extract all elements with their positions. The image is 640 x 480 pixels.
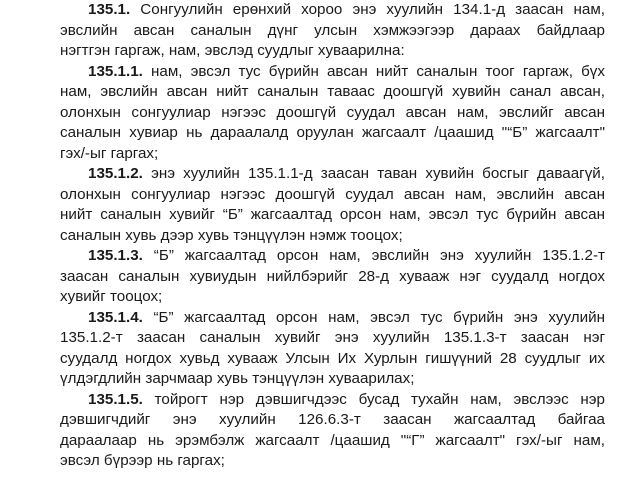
text-line: эвслийн авсан саналын дүнг улсын хэмжээгээр дараах байдлаар [60,21,605,39]
paragraph-135-1-3 [60,246,605,308]
paragraph-135-1-2 [60,164,605,246]
text-line: нэгтгэн гаргаж, нам, эвслэд суудлыг хуваарилна: [60,42,405,59]
clause-text: “Б” жагсаалтад орсон нам, эвслийн энэ хуулийн 135.1.2-т [142,247,605,264]
clause-text: Сонгуулийн ерөнхий хороо энэ хуулийн 134.1-д заасан нам, [130,1,605,18]
document-page [60,0,605,472]
text-line: олонхын сонгуулиар нэгээс доошгүй суудал авсан нам, эвслийн авсан [60,185,605,203]
text-line: заасан саналын хувиудын нийлбэрийг 28-д хувааж нэг суудалд ногдох [60,267,605,285]
clause-text: тойрогт нэр дэвшигчдээс бусад тухайн нам, эвслээс нэр [142,390,605,408]
text-line: саналын хувь дээр хувь тэнцүүлэн нэмж тооцох; [60,226,403,244]
paragraph-135-1-4 [60,308,605,390]
clause-text: нам, эвсэл тус бүрийн авсан нийт саналын тоог гаргаж, бүх [142,62,605,80]
text-line [60,308,605,329]
clause-number: 135.1. [88,1,131,18]
text-line: саналын хувиар нь дараалалд оруулан жагсаалт /цаашид "“Б” жагсаалт" [60,124,605,141]
clause-number: 135.1.3. [88,247,143,264]
text-line: олонхын сонгуулиар нэгээс доошгүй суудал авсан нам, эвслийг авсан [60,103,605,121]
clause-text: энэ хуулийн 135.1.1-д заасан таван хувийн босгыг даваагүй, [142,165,605,182]
text-line [60,246,605,267]
text-line [60,164,605,185]
text-line: суудалд ногдох хувьд хувааж Улсын Их Хурлын гишүүний 28 суудлыг их [60,349,605,367]
text-line: гэх/-ыг гаргах; [60,144,159,162]
paragraph-135-1-5 [60,390,605,472]
clause-number: 135.1.4. [88,308,143,326]
clause-number: 135.1.5. [88,390,143,408]
text-line: нийт саналын хувийг “Б” жагсаалтад орсон нам, эвсэл тус бүрийн авсан [60,206,605,223]
text-line: эвсэл бүрээр нь гаргах; [60,452,225,469]
clause-number: 135.1.2. [88,165,143,182]
text-line: хувийг тооцох; [60,288,163,305]
text-line: нам, эвслийн авсан нийт саналын таваас доошгүй хувийн санал авсан, [60,83,605,100]
text-line: 135.1.2-т заасан саналын хувийг энэ хуулийн 135.1.3-т заасан нэг [60,329,605,346]
text-line: дараалаар нь эрэмбэлж жагсаалт /цаашид "“Г” жагсаалт" гэх/-ыг нам, [60,431,605,449]
text-line: дэвшигчдийг энэ хуулийн 126.6.3-т заасан жагсаалтад байгаа [60,411,605,428]
text-line [60,62,605,83]
paragraph-135-1 [60,0,605,62]
text-line: үлдэгдлийн зарчмаар хувь тэнцүүлэн хуваарилах; [60,370,415,387]
clause-number: 135.1.1. [88,62,143,80]
text-line [60,390,605,411]
text-line [60,0,605,21]
clause-text: “Б” жагсаалтад орсон нам, эвсэл тус бүрийн энэ хуулийн [142,308,605,326]
paragraph-135-1-1 [60,62,605,165]
